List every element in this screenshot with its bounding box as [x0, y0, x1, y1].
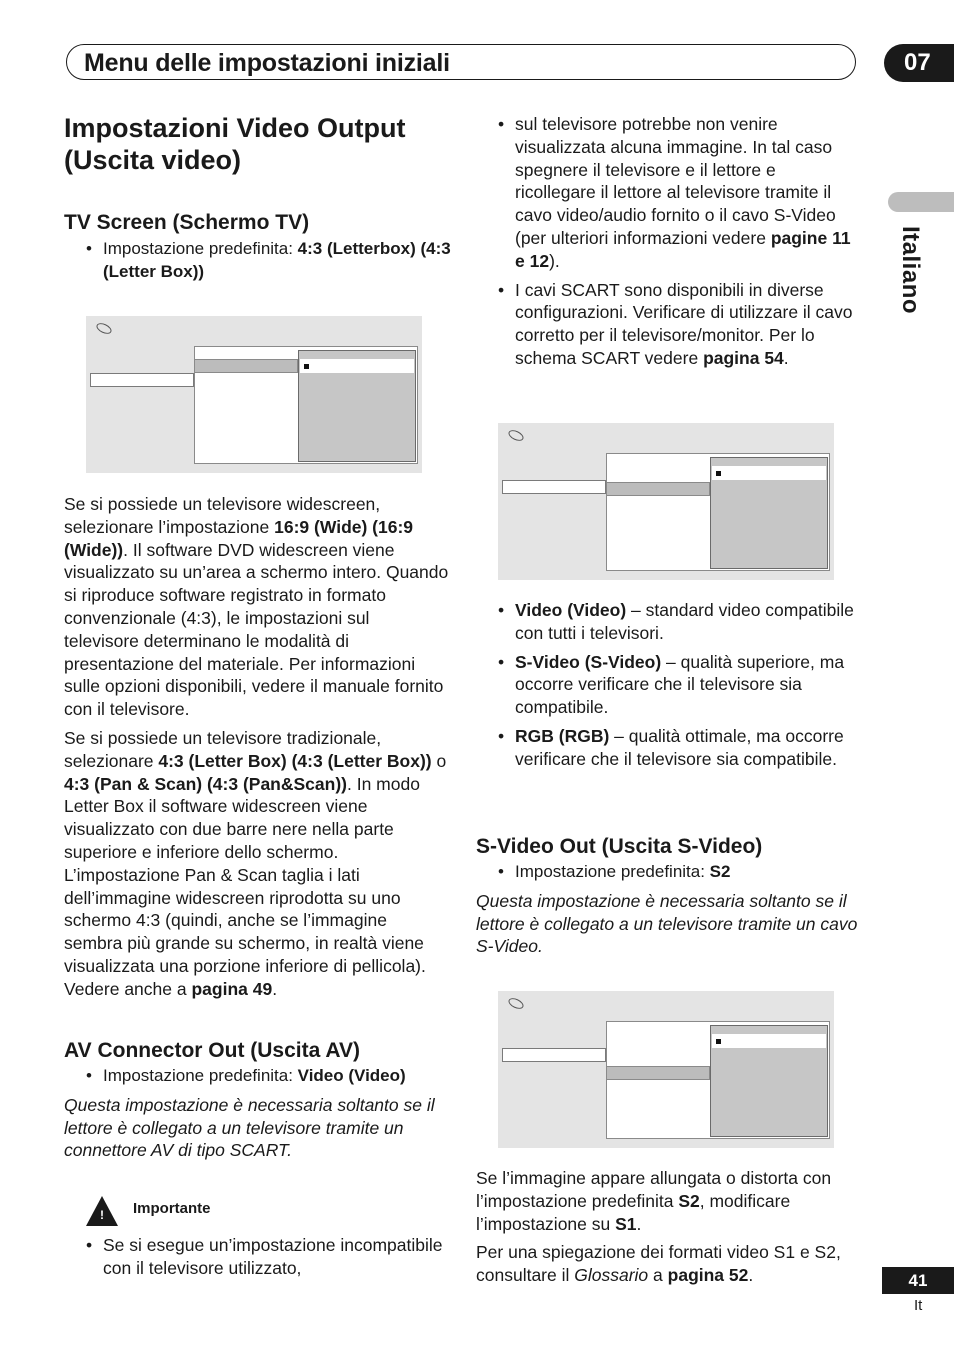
default-bullet: • Impostazione predefinita: 4:3 (Letterbox) (4:3 (Letter Box))	[64, 238, 454, 284]
menu-highlight	[606, 1066, 710, 1080]
s-video-heading: S-Video Out (Uscita S-Video)	[476, 835, 763, 858]
important-continuation: • sul televisore potrebbe non venire visualizzata alcuna immagine. In tal caso spegnere il televisore e il lettore e ricollegare il lettore al televisore tramite il cavo video/audio fornito o il cavo S-Video (per ulteriori informazioni vedere pagine 11 e 12).	[476, 113, 856, 273]
tv-screen-body	[64, 493, 449, 1007]
paragraph-widescreen: Se si possiede un televisore widescreen, selezionare l’impostazione 16:9 (Wide) (16:9 (Wide)). Il software DVD widescreen viene visualizzato su un’area a schermo intero. Quando si riproduce software registrato in formato convenzionale (4:3), le impostazioni sul televisore determinano le modalità di presentazione del materiale. Per informazioni sulle opzioni disponibili, vedere il manuale fornito con il televisore.	[64, 494, 449, 720]
menu-highlight	[606, 482, 710, 496]
s-video-menu-screenshot	[498, 991, 834, 1148]
av-connector-note: Questa impostazione è necessaria soltanto se il lettore è collegato a un televisore tramite un connettore AV di tipo SCART.	[64, 1094, 435, 1161]
av-options-list	[476, 599, 856, 777]
option-rgb: • RGB (RGB) – qualità ottimale, ma occorre verificare che il televisore sia compatibile.	[476, 725, 856, 771]
option-s-video: • S-Video (S-Video) – qualità superiore, ma occorre verificare che il televisore sia compatibile.	[476, 651, 856, 719]
submenu-panel	[298, 350, 416, 462]
s-video-paragraphs	[476, 1167, 858, 1293]
language-tab-marker	[888, 192, 954, 212]
tv-screen-menu-screenshot	[86, 316, 422, 473]
s-video-body	[476, 861, 858, 964]
important-notes	[64, 1234, 454, 1286]
menu-highlight	[194, 359, 298, 373]
option-video: • Video (Video) – standard video compatibile con tutti i televisori.	[476, 599, 856, 645]
s-video-note: Questa impostazione è necessaria soltanto se il lettore è collegato a un televisore tramite un cavo S-Video.	[476, 890, 858, 957]
submenu-panel	[710, 457, 828, 569]
page-language-code: It	[914, 1297, 923, 1314]
submenu-panel	[710, 1025, 828, 1137]
language-label: Italiano	[897, 226, 924, 315]
important-notes-continued	[476, 113, 856, 376]
paragraph-standard-tv: Se si possiede un televisore tradizionale, selezionare 4:3 (Letter Box) (4:3 (Letter Box)) o 4:3 (Pan & Scan) (4:3 (Pan&Scan)). In modo Letter Box il software widescreen viene visualizzato con due barre nere nella parte superiore e inferiore dello schermo. L’impostazione Pan & Scan taglia i lati dell’immagine widescreen riprodotta su uno schermo 4:3 (quindi, anche se l’immagine sembra più grande su schermo, in realtà viene visualizzata una porzione inferiore di pellicola). Vedere anche a pagina 49.	[64, 727, 447, 999]
scart-bullet: • I cavi SCART sono disponibili in diverse configurazioni. Verificare di utilizzare il cavo corretto per il televisore/monitor. Per lo schema SCART vedere pagina 54.	[476, 279, 856, 370]
default-bullet: • Impostazione predefinita: Video (Video)	[64, 1065, 454, 1088]
menu-row	[90, 373, 194, 387]
important-label: Importante	[133, 1200, 211, 1217]
paragraph-s2: Se l’immagine appare allungata o distorta con l’impostazione predefinita S2, modificare l’impostazione su S1.	[476, 1168, 832, 1234]
disc-icon	[507, 428, 525, 443]
av-connector-menu-screenshot	[498, 423, 834, 580]
av-connector-heading: AV Connector Out (Uscita AV)	[64, 1039, 360, 1062]
section-title: Menu delle impostazioni iniziali	[84, 49, 450, 77]
av-connector-body	[64, 1065, 454, 1168]
submenu-selection	[712, 466, 826, 480]
menu-row	[502, 480, 606, 494]
submenu-selection	[300, 359, 414, 373]
chapter-number: 07	[884, 44, 954, 82]
disc-icon	[507, 996, 525, 1011]
tv-screen-default	[64, 238, 454, 290]
default-bullet: • Impostazione predefinita: S2	[476, 861, 858, 884]
tv-screen-heading: TV Screen (Schermo TV)	[64, 211, 310, 234]
main-heading: Impostazioni Video Output (Uscita video)	[64, 113, 406, 175]
paragraph-glossary: Per una spiegazione dei formati video S1 e S2, consultare il Glossario a pagina 52.	[476, 1242, 841, 1286]
disc-icon	[95, 321, 113, 336]
submenu-selection	[712, 1034, 826, 1048]
page-number: 41	[882, 1267, 954, 1294]
important-bullet: • Se si esegue un’impostazione incompatibile con il televisore utilizzato,	[64, 1234, 454, 1280]
menu-row	[502, 1048, 606, 1062]
